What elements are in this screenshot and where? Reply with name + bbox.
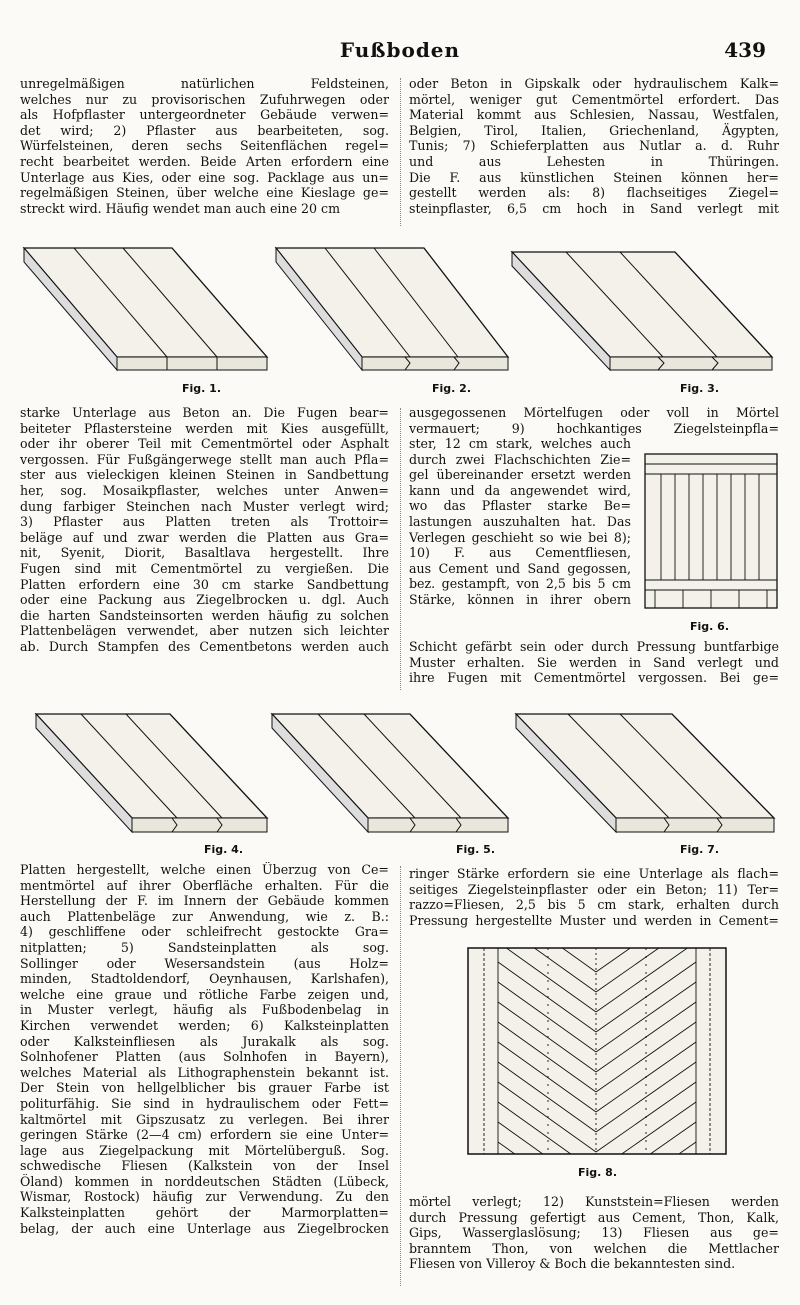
fig7-caption: Fig. 7. bbox=[680, 843, 719, 856]
text-line: mörtel verlegt; 12) Kunststein=Fliesen werden bbox=[409, 1194, 779, 1209]
text-line: mörtel, weniger gut Cementmörtel erfordert. Das bbox=[409, 91, 779, 107]
text-line: aus Cement und Sand gegossen, bbox=[409, 560, 631, 576]
text-line: Würfelsteinen, deren sechs Seitenflächen regel= bbox=[20, 138, 389, 154]
text-line: kann und da angewendet wird, bbox=[409, 482, 631, 498]
text-line: mentmörtel auf ihrer Oberfläche erhalten. Für die bbox=[20, 877, 389, 893]
text-line: steinpflaster, 6,5 cm hoch in Sand verlegt mit bbox=[409, 200, 779, 216]
text-line: minden, Stadtoldendorf, Oeynhausen, Karlshafen), bbox=[20, 971, 389, 987]
fig4-caption: Fig. 4. bbox=[204, 843, 243, 856]
text-line: ab. Durch Stampfen des Cementbetons werden auch bbox=[20, 638, 389, 654]
text-line: als Hofpflaster untergeordneter Gebäude verwen= bbox=[20, 107, 389, 123]
block2-right-narrow bbox=[409, 436, 631, 608]
text-line: auch Plattenbeläge zur Anwendung, wie z. B.: bbox=[20, 908, 389, 924]
text-line: schwedische Fliesen (Kalkstein von der Insel bbox=[20, 1158, 389, 1174]
text-line: det wird; 2) Pflaster aus bearbeiteten, sog. bbox=[20, 122, 389, 138]
text-line: lage aus Ziegelpackung mit Mörtelüberguß. Sog. bbox=[20, 1142, 389, 1158]
text-line: politurfähig. Sie sind in hydraulischem oder Fett= bbox=[20, 1095, 389, 1111]
text-line: Unterlage aus Kies, oder eine sog. Packlage aus un= bbox=[20, 169, 389, 185]
text-line: Platten erfordern eine 30 cm starke Sandbettung bbox=[20, 576, 389, 592]
text-line: Verlegen geschieht so wie bei 8); bbox=[409, 529, 631, 545]
text-line: 3) Pflaster aus Platten treten als Trottoir= bbox=[20, 514, 389, 530]
fig1-plank-drawing bbox=[22, 242, 272, 377]
column-rule bbox=[400, 408, 401, 690]
text-line: Herstellung der F. im Innern der Gebäude kommen bbox=[20, 893, 389, 909]
text-line: wo das Pflaster starke Be= bbox=[409, 498, 631, 514]
text-line: nit, Syenit, Diorit, Basaltlava hergestellt. Ihre bbox=[20, 545, 389, 561]
text-line: beiteter Pflastersteine werden mit Kies ausgefüllt, bbox=[20, 420, 389, 436]
text-line: unregelmäßigen natürlichen Feldsteinen, bbox=[20, 76, 389, 91]
text-line: oder Kalksteinfliesen als Jurakalk als sog. bbox=[20, 1033, 389, 1049]
text-line: geringen Stärke (2—4 cm) erfordern sie eine Unter= bbox=[20, 1127, 389, 1143]
text-line: Muster erhalten. Sie werden in Sand verlegt und bbox=[409, 654, 779, 670]
text-line: branntem Thon, von welchen die Mettlacher bbox=[409, 1240, 779, 1256]
block3-right-top bbox=[409, 866, 779, 928]
text-line: durch zwei Flachschichten Zie= bbox=[409, 451, 631, 467]
fig6-brick-paving-drawing bbox=[643, 446, 779, 614]
text-line: ster aus vieleckigen kleinen Steinen in Sandbettung bbox=[20, 467, 389, 483]
text-line: ihre Fugen mit Cementmörtel vergossen. Bei ge= bbox=[409, 670, 779, 686]
text-line: kaltmörtel mit Gipszusatz zu verlegen. Bei ihrer bbox=[20, 1111, 389, 1127]
fig1-caption: Fig. 1. bbox=[182, 382, 221, 395]
text-line: oder eine Packung aus Ziegelbrocken u. dgl. Auch bbox=[20, 592, 389, 608]
fig2-plank-drawing bbox=[272, 242, 512, 377]
fig8-herringbone-parquet-drawing bbox=[464, 942, 730, 1160]
text-line: 10) F. aus Cementfliesen, bbox=[409, 545, 631, 561]
block2-right-bottom bbox=[409, 639, 779, 686]
text-line: welches Material als Lithographenstein bekannt ist. bbox=[20, 1064, 389, 1080]
text-line: regelmäßigen Steinen, über welche eine Kieslage ge= bbox=[20, 185, 389, 201]
fig5-caption: Fig. 5. bbox=[456, 843, 495, 856]
text-line: Material kommt aus Schlesien, Nassau, Westfalen, bbox=[409, 107, 779, 123]
fig3-plank-drawing bbox=[510, 242, 780, 377]
text-line: razzo=Fliesen, 2,5 bis 5 cm stark, erhalten durch bbox=[409, 897, 779, 913]
text-line: oder Beton in Gipskalk oder hydraulischem Kalk= bbox=[409, 76, 779, 91]
text-line: streckt wird. Häufig wendet man auch eine 20 cm bbox=[20, 200, 341, 216]
text-line: Plattenbelägen verwendet, aber nutzen sich leichter bbox=[20, 623, 389, 639]
text-line: vergossen. Für Fußgängerwege stellt man auch Pfla= bbox=[20, 451, 389, 467]
text-line: durch Pressung gefertigt aus Cement, Thon, Kalk, bbox=[409, 1209, 779, 1225]
text-line: die harten Sandsteinsorten werden häufig zu solchen bbox=[20, 607, 389, 623]
text-line: Stärke, können in ihrer obern bbox=[409, 591, 631, 607]
column-rule bbox=[400, 866, 401, 1286]
text-line: ster, 12 cm stark, welches auch bbox=[409, 436, 631, 451]
text-line: recht bearbeitet werden. Beide Arten erfordern eine bbox=[20, 153, 389, 169]
text-line: Solnhofener Platten (aus Solnhofen in Bayern), bbox=[20, 1049, 389, 1065]
text-line: Fliesen von Villeroy & Boch die bekanntesten sind. bbox=[409, 1256, 736, 1272]
text-line: Fugen sind mit Cementmörtel zu vergießen. Die bbox=[20, 560, 389, 576]
text-line: Pressung hergestellte Muster und werden in Cement= bbox=[409, 912, 779, 928]
running-header bbox=[0, 38, 800, 68]
fig5-plank-drawing bbox=[268, 708, 514, 838]
page-number: 439 bbox=[724, 38, 766, 62]
block2-left-column bbox=[20, 405, 389, 655]
text-line: Platten hergestellt, welche einen Überzug von Ce= bbox=[20, 862, 389, 877]
text-line: Tunis; 7) Schieferplatten aus Nutlar a. d. Ruhr bbox=[409, 138, 779, 154]
text-line: seitiges Ziegelsteinpflaster oder ein Beton; 11) Ter= bbox=[409, 881, 779, 897]
text-line: ausgegossenen Mörtelfugen oder voll in Mörtel bbox=[409, 405, 779, 420]
fig8-caption: Fig. 8. bbox=[578, 1166, 617, 1179]
text-line: starke Unterlage aus Beton an. Die Fugen bear= bbox=[20, 405, 389, 420]
text-line: nitplatten; 5) Sandsteinplatten als sog. bbox=[20, 939, 389, 955]
text-line: Wismar, Rostock) häufig zur Verwendung. Zu den bbox=[20, 1189, 389, 1205]
block3-right-bottom bbox=[409, 1194, 779, 1272]
text-line: Sollinger oder Wesersandstein (aus Holz= bbox=[20, 955, 389, 971]
text-line: beläge auf und zwar werden die Platten aus Gra= bbox=[20, 529, 389, 545]
text-line: bez. gestampft, von 2,5 bis 5 cm bbox=[409, 576, 631, 592]
text-line: welche eine graue und rötliche Farbe zeigen und, bbox=[20, 986, 389, 1002]
text-line: Die F. aus künstlichen Steinen können her= bbox=[409, 169, 779, 185]
text-line: vermauert; 9) hochkantiges Ziegelsteinpfla= bbox=[409, 420, 779, 436]
text-line: in Muster verlegt, häufig als Fußbodenbelag in bbox=[20, 1002, 389, 1018]
text-line: lastungen auszuhalten hat. Das bbox=[409, 513, 631, 529]
fig6-caption: Fig. 6. bbox=[690, 620, 729, 633]
text-line: gel übereinander ersetzt werden bbox=[409, 467, 631, 483]
text-line: oder ihr oberer Teil mit Cementmörtel oder Asphalt bbox=[20, 436, 389, 452]
fig4-plank-drawing bbox=[32, 708, 272, 838]
text-line: 4) geschliffene oder schleifrecht gestockte Gra= bbox=[20, 924, 389, 940]
block2-right-top bbox=[409, 405, 779, 436]
text-line: Öland) kommen in norddeutschen Städten (Lübeck, bbox=[20, 1173, 389, 1189]
text-line: und aus Lehesten in Thüringen. bbox=[409, 153, 779, 169]
text-line: Belgien, Tirol, Italien, Griechenland, Ägypten, bbox=[409, 122, 779, 138]
text-line: ringer Stärke erfordern sie eine Unterlage als flach= bbox=[409, 866, 779, 881]
fig3-caption: Fig. 3. bbox=[680, 382, 719, 395]
text-line: Schicht gefärbt sein oder durch Pressung buntfarbige bbox=[409, 639, 779, 654]
text-line: dung farbiger Steinchen nach Muster verlegt wird; bbox=[20, 498, 389, 514]
block1-right-column bbox=[409, 76, 779, 216]
block3-left-column bbox=[20, 862, 389, 1236]
text-line: Kalksteinplatten gehört der Marmorplatten= bbox=[20, 1205, 389, 1221]
fig2-caption: Fig. 2. bbox=[432, 382, 471, 395]
column-rule bbox=[400, 78, 401, 226]
text-line: welches nur zu provisorischen Zufuhrwegen oder bbox=[20, 91, 389, 107]
text-line: belag, der auch eine Unterlage aus Ziegelbrocken bbox=[20, 1220, 389, 1236]
text-line: her, sog. Mosaikpflaster, welches unter Anwen= bbox=[20, 482, 389, 498]
text-line: Gips, Wasserglaslösung; 13) Fliesen aus ge= bbox=[409, 1225, 779, 1241]
text-line: Kirchen verwendet werden; 6) Kalksteinplatten bbox=[20, 1017, 389, 1033]
text-line: Der Stein von hellgelblicher bis grauer Farbe ist bbox=[20, 1080, 389, 1096]
fig7-plank-drawing bbox=[512, 708, 780, 838]
text-line: gestellt werden als: 8) flachseitiges Ziegel= bbox=[409, 185, 779, 201]
page-title: Fußboden bbox=[339, 38, 461, 62]
block1-left-column bbox=[20, 76, 389, 216]
